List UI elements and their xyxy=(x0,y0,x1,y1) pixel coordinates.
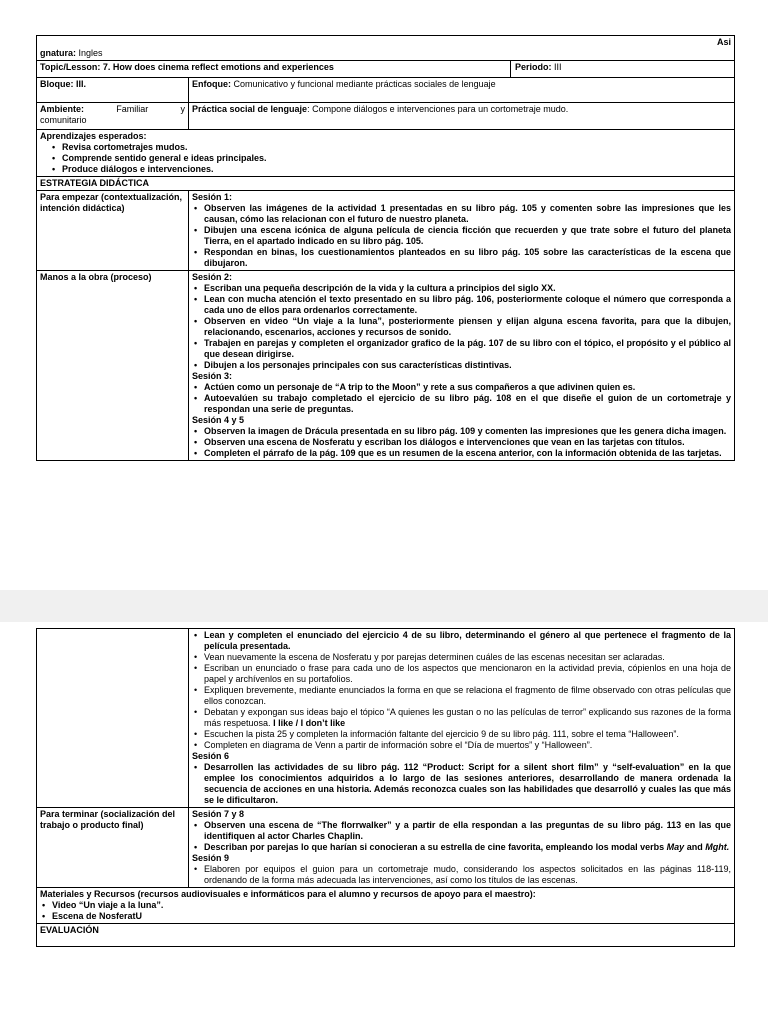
approach-label: Enfoque: xyxy=(192,79,231,89)
materials-row xyxy=(37,888,735,924)
strategy-title: ESTRATEGIA DIDÁCTICA xyxy=(37,177,735,191)
session-9-list xyxy=(192,864,731,886)
block-row xyxy=(37,78,735,103)
materials-field xyxy=(40,889,731,900)
subject-row xyxy=(37,36,735,61)
start-row xyxy=(37,191,735,271)
session-6-title: Sesión 6 xyxy=(192,751,230,761)
debate-text: Debatan y expongan sus ideas bajo el tópico “A quienes les gustan o no las películas de terror” explicando sus razones de la forma más respetuosa. xyxy=(204,707,731,728)
session-6-list xyxy=(192,762,731,806)
list-item: • Completen el párrafo de la pág. 109 que es un resumen de la escena anterior, con la información obtenida de las tarjetas. xyxy=(204,448,731,459)
expected-learning-row xyxy=(37,130,735,177)
subject-label-part2: gnatura: xyxy=(40,48,76,58)
topic-label: Topic/Lesson: xyxy=(40,62,101,72)
topic-value: 7. How does cinema reflect emotions and experiences xyxy=(100,62,334,72)
list-item: • Escriban una pequeña descripción de la vida y la cultura a principios del siglo XX. xyxy=(204,283,731,294)
list-item: • Dibujen a los personajes principales con sus características distintivas. xyxy=(204,360,731,371)
list-item: • Vean nuevamente la escena de Nosferatu y por parejas determinen cuáles de las escenas necesitan ser aclaradas. xyxy=(204,652,731,663)
list-item: • Escena de NosferatU xyxy=(52,911,731,922)
materials-label: Materiales y Recursos xyxy=(40,889,136,899)
list-item: • Actúen como un personaje de “A trip to the Moon” y rete a sus compañeros a que adivinen quien es. xyxy=(204,382,731,393)
modal-might: Mght. xyxy=(705,842,730,852)
document-page-2 xyxy=(0,622,768,1024)
modal-and: and xyxy=(684,842,706,852)
period-label: Periodo: xyxy=(515,62,552,72)
list-item: • Observen en video “Un viaje a la luna”, posteriormente piensen y elijan alguna escena favorita, para que la dibujen, relacionando, escenarios, acciones y recursos de sonido. xyxy=(204,316,731,338)
closing-row xyxy=(37,808,735,888)
session-7-8-list xyxy=(192,820,731,853)
list-item: • Observen una escena de “The florrwalker” y a partir de ella respondan a las preguntas de su libro pág. 113 en las que identifiquen al actor Charles Chaplin. xyxy=(204,820,731,842)
evaluation-row xyxy=(37,924,735,947)
list-item: • Observen la imagen de Drácula presentada en su libro pág. 109 y comenten las impresiones que les genera dicha imagen. xyxy=(204,426,731,437)
expected-learning-title: Aprendizajes esperados: xyxy=(40,131,147,141)
session-3-title: Sesión 3: xyxy=(192,371,233,381)
list-item: • Lean y completen el enunciado del ejercicio 4 de su libro, determinando el género al que pertenece el fragmento de la película presentada. xyxy=(204,630,731,652)
list-item: • Revisa cortometrajes mudos. xyxy=(62,142,731,153)
list-item: • Autoevalúen su trabajo completado el ejercicio de su libro pág. 108 en el que diseñe el guion de un cortometraje y respondan una serie de preguntas. xyxy=(204,393,731,415)
session-4-5-title: Sesión 4 y 5 xyxy=(192,415,245,425)
list-item: • Video “Un viaje a la luna”. xyxy=(52,900,731,911)
session-9-title: Sesión 9 xyxy=(192,853,230,863)
strategy-title-row xyxy=(37,177,735,191)
social-practice-value: : Compone diálogos e intervenciones para un cortometraje mudo. xyxy=(307,104,569,114)
process-continued-row xyxy=(37,629,735,808)
list-item: • Escriban un enunciado o frase para cada uno de los aspectos que mencionaron en la actividad previa, cópienlos en una hoja de papel y archívenlos en su portafolios. xyxy=(204,663,731,685)
social-practice-label: Práctica social de lenguaje xyxy=(192,104,308,114)
subject-label-part1: Asi xyxy=(717,37,732,47)
start-label: Para empezar (contextualización, intención didáctica) xyxy=(37,191,189,271)
process-continued-list xyxy=(192,630,731,751)
list-item: • Comprende sentido general e ideas principales. xyxy=(62,153,731,164)
subject-value: Ingles xyxy=(76,48,103,58)
list-item: • Expliquen brevemente, mediante enunciados la forma en que se relaciona el fragmento de filme observado con otras películas que ellos conozcan. xyxy=(204,685,731,707)
materials-list xyxy=(40,900,731,922)
list-item: • Escuchen la pista 25 y completen la información faltante del ejercicio 9 de su libro pág. 111, sobre el tema “Halloween”. xyxy=(204,729,731,740)
expected-learning-list xyxy=(40,142,731,175)
period-value: III xyxy=(551,62,562,72)
session-1-title: Sesión 1: xyxy=(192,192,233,202)
environment-word-1: Familiar xyxy=(116,104,149,114)
list-item: • Completen en diagrama de Venn a partir de información sobre el “Día de muertos” y “Halloween”. xyxy=(204,740,731,751)
session-2-list xyxy=(192,283,731,371)
topic-row xyxy=(37,61,735,78)
subject-field xyxy=(40,48,731,59)
like-dislike-text: I like / I don’t like xyxy=(273,718,346,728)
process-row xyxy=(37,271,735,461)
list-item: • Observen las imágenes de la actividad 1 presentadas en su libro pág. 105 y comenten sobre las impresiones que les causan, cómo las relacionan con el futuro de nuestro planeta. xyxy=(204,203,731,225)
list-item xyxy=(204,707,731,729)
list-item: • Desarrollen las actividades de su libro pág. 112 “Product: Script for a silent short film” y “self-evaluation” en la que emplee los conocimientos adquiridos a lo largo de las sesiones anteriores, desarrollando de manera ordenada la secuencia de acciones en una historia. Además reconozca cuales son las habilidades que desarrolló y cuales las que más se le dificultaron. xyxy=(204,762,731,806)
modal-may: May xyxy=(666,842,685,852)
session-1-list xyxy=(192,203,731,269)
environment-row xyxy=(37,103,735,130)
planning-table-page-1 xyxy=(36,35,735,461)
list-item: • Respondan en binas, los cuestionamientos planteados en su libro pág. 105 sobre las características de la escena que dibujaron. xyxy=(204,247,731,269)
approach-value: Comunicativo y funcional mediante prácticas sociales de lenguaje xyxy=(231,79,496,89)
environment-field xyxy=(40,104,185,115)
environment-label: Ambiente: xyxy=(40,104,85,114)
block-label: Bloque: III. xyxy=(40,79,86,89)
modal-verbs-text: Describan por parejas lo que harían si conocieran a su estrella de cine favorita, empleando los modal verbs xyxy=(204,842,667,852)
process-label: Manos a la obra (proceso) xyxy=(37,271,189,461)
closing-label: Para terminar (socialización del trabajo o producto final) xyxy=(37,808,189,888)
environment-word-2: y xyxy=(180,104,185,114)
session-3-list xyxy=(192,382,731,415)
list-item: • Lean con mucha atención el texto presentado en su libro pág. 106, posteriormente coloque el número que corresponda a cada uno de ellos para ordenarlos correctamente. xyxy=(204,294,731,316)
list-item: • Observen una escena de Nosferatu y escriban los diálogos e intervenciones que vean en las tarjetas con títulos. xyxy=(204,437,731,448)
session-7-8-title: Sesión 7 y 8 xyxy=(192,809,245,819)
environment-word-3: comunitario xyxy=(40,115,87,125)
session-4-5-list xyxy=(192,426,731,459)
list-item: • Trabajen en parejas y completen el organizador grafico de la pág. 107 de su libro con el tópico, el propósito y el público al que desean dirigirse. xyxy=(204,338,731,360)
session-2-title: Sesión 2: xyxy=(192,272,233,282)
list-item: • Dibujen una escena icónica de alguna película de ciencia ficción que recuerden y que trate sobre el futuro del planeta Tierra, en el apartado indicado en su libro pág. 105. xyxy=(204,225,731,247)
planning-table-page-2 xyxy=(36,628,735,947)
materials-value: (recursos audiovisuales e informáticos para el alumno y recursos de apoyo para el maestro): xyxy=(135,889,536,899)
list-item: • Produce diálogos e intervenciones. xyxy=(62,164,731,175)
list-item xyxy=(204,842,731,853)
evaluation-title: EVALUACIÓN xyxy=(37,924,735,947)
list-item: • Elaboren por equipos el guion para un cortometraje mudo, considerando los aspectos solicitados en las páginas 118-119, ordenando de la forma más adecuada las intervenciones, así como los títulos de las escenas. xyxy=(204,864,731,886)
